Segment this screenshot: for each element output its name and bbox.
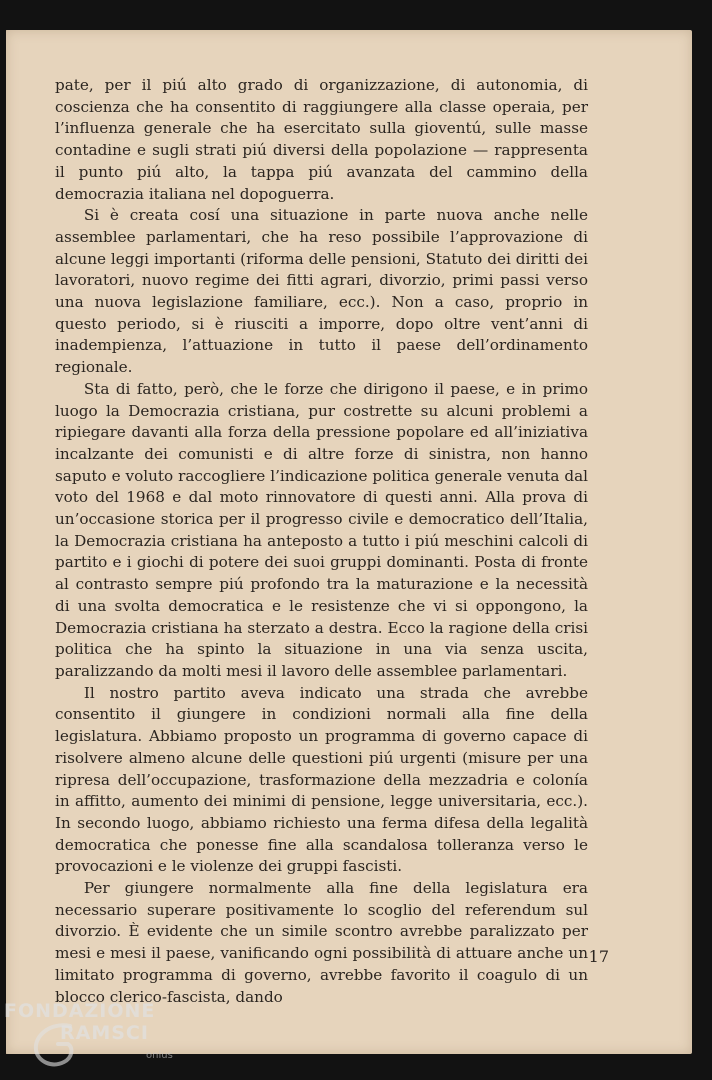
paragraph-3: Sta di fatto, però, che le forze che dirigono il paese, e in primo luogo la Democrazia cristiana, pur costrette su alcuni problemi a ripiegare davanti alla forza della pressione popolare ed all’iniziativa incalzante dei comunisti e di altre forze di sinistra, non hanno saputo e voluto raccogliere l’indicazione politica generale venuta dal voto del 1968 e dal moto rinnovatore di questi anni. Alla prova di un’occasione storica per il progresso civile e democratico dell’Italia, la Democrazia cristiana ha anteposto a tutto i piú meschini calcoli di partito e i giochi di potere dei suoi gruppi dominanti. Posta di fronte al contrasto sempre piú profondo tra la maturazione e la necessità di una svolta democratica e le resistenze che vi si oppongono, la Democrazia cristiana ha sterzato a destra. Ecco la ragione della crisi politica che ha spinto la situazione in una via senza uscita, paralizzando da molti mesi il lavoro delle assemblee parlamentari. (55, 379, 588, 680)
paragraph-1: pate, per il piú alto grado di organizzazione, di autonomia, di coscienza che ha consentito di raggiungere alla classe operaia, per l’influenza generale che ha esercitato sulla gioventú, sulle masse contadine e sugli strati piú diversi della popolazione — rappresenta il punto piú alto, la tappa piú avanzata del cammino della democrazia italiana nel dopoguerra. (55, 76, 588, 203)
watermark-line1: FONDAZIONE (4, 1000, 156, 1022)
paragraph-5: Per giungere normalmente alla fine della legislatura era necessario superare positivamente lo scoglio del referendum sul divorzio. È evidente che un simile scontro avrebbe paralizzato per mesi e mesi il paese, vanificando ogni possibilità di attuare anche un limitato programma di governo, avrebbe favorito il coagulo di un blocco clerico-fascista, dando (55, 879, 588, 1006)
paragraph-4: Il nostro partito aveva indicato una strada che avrebbe consentito il giungere in condizioni normali alla fine della legislatura. Abbiamo proposto un programma di governo capace di risolvere almeno alcune delle questioni piú urgenti (misure per una ripresa dell’occupazione, trasformazione della mezzadria e colonía in affitto, aumento dei minimi di pensione, legge universitaria, ecc.). In secondo luogo, abbiamo richiesto una ferma difesa della legalità democratica che ponesse fine alla scandalosa tolleranza verso le provocazioni e le violenze dei gruppi fascisti. (55, 683, 588, 876)
watermark-line2: RAMSCI (60, 1022, 149, 1044)
page-number: 17 (588, 947, 609, 966)
watermark-suffix: onlus (146, 1050, 173, 1061)
body-text (55, 75, 588, 1008)
watermark-logo (4, 1000, 184, 1070)
paragraph-2: Si è creata cosí una situazione in parte nuova anche nelle assemblee parlamentari, che ha reso possibile l’approvazione di alcune leggi importanti (riforma delle pensioni, Statuto dei diritti dei lavoratori, nuovo regime dei fitti agrari, divorzio, primi passi verso una nuova legislazione familiare, ecc.). Non a caso, proprio in questo periodo, si è riusciti a imporre, dopo oltre vent’anni di inadempienza, l’attuazione in tutto il paese dell’ordinamento regionale. (55, 206, 588, 377)
